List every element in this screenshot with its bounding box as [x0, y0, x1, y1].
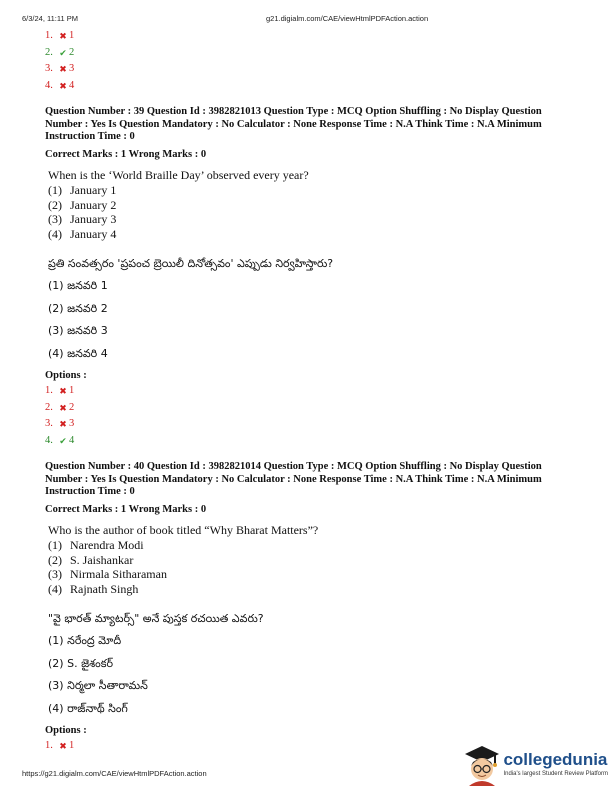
choice-te: (2) S. జైశంకర్ [48, 656, 114, 670]
cross-icon: ✖ [59, 80, 67, 91]
cross-icon: ✖ [59, 31, 67, 41]
question-39-block [45, 106, 570, 449]
question-text-en: When is the ‘World Braille Day’ observed every year? [48, 168, 309, 182]
options-label: Options : [45, 725, 87, 736]
question-40-block [45, 461, 570, 755]
cross-icon: ✖ [59, 741, 67, 751]
marks-line: Correct Marks : 1 Wrong Marks : 0 [45, 503, 207, 515]
choice-te: (1) జనవరి 1 [48, 279, 108, 292]
cross-icon: ✖ [59, 64, 67, 74]
check-icon: ✔ [59, 435, 67, 446]
page-content [45, 28, 570, 755]
logo-tagline: India's largest Student Review Platform [503, 770, 608, 777]
choice-te: (2) జనవరి 2 [48, 301, 108, 315]
option-1: 1. ✖ 1 [45, 738, 570, 755]
prev-options-list [45, 28, 570, 94]
prev-option-3: 3. ✖ 3 [45, 61, 570, 78]
choice-en: (1) January 1 [48, 183, 117, 197]
collegedunia-logo [461, 742, 608, 786]
options-label: Options : [45, 370, 87, 381]
choice-en: (2) January 2 [48, 197, 117, 212]
question-text-te: ప్రతి సంవత్సరం 'ప్రపంచ బ్రెయిలీ దినోత్సవం' ఎప్పుడు నిర్వహిస్తారు? [48, 257, 334, 270]
choice-en: (1) Narendra Modi [48, 538, 144, 552]
choice-en: (4) Rajnath Singh [48, 581, 139, 596]
footer-url: https://g21.digialm.com/CAE/viewHtmlPDFAction.action [22, 769, 207, 778]
option-4: 4. ✔ 4 [45, 433, 570, 450]
logo-name: collegedunia [503, 749, 608, 769]
option-2: 2. ✖ 2 [45, 400, 570, 417]
cross-icon: ✖ [59, 402, 67, 413]
cross-icon: ✖ [59, 419, 67, 429]
graduate-mascot-icon [461, 742, 503, 786]
marks-line: Correct Marks : 1 Wrong Marks : 0 [45, 148, 207, 160]
print-datetime: 6/3/24, 11:11 PM [22, 14, 79, 23]
choice-en: (3) Nirmala Sitharaman [48, 567, 167, 581]
choice-te: (4) జనవరి 4 [48, 346, 108, 360]
choice-en: (3) January 3 [48, 212, 117, 226]
choice-te: (3) జనవరి 3 [48, 324, 108, 337]
print-url: g21.digialm.com/CAE/viewHtmlPDFAction.action [266, 14, 429, 23]
question-text-te: "వై భారత్ మ్యాటర్స్" అనే పుస్తక రచయిత ఎవరు? [48, 612, 264, 625]
option-1: 1. ✖ 1 [45, 383, 570, 400]
choice-te: (3) నిర్మలా సీతారామన్ [48, 679, 148, 692]
choice-te: (4) రాజ్‌నాథ్ సింగ్ [48, 701, 128, 715]
choice-te: (1) నరేంద్ర మోదీ [48, 634, 122, 647]
question-header: Question Number : 40 Question Id : 3982821014 Question Type : MCQ Option Shuffling : No Display Question Number : Yes Is Question Mandatory : No Calculator : None Response Time : N.A Think Time : N.A Minimum Instruction Time : 0 [45, 461, 542, 497]
question-header: Question Number : 39 Question Id : 3982821013 Question Type : MCQ Option Shuffling : No Display Question Number : Yes Is Question Mandatory : No Calculator : None Response Time : N.A Think Time : N.A Minimum Instruction Time : 0 [45, 106, 542, 142]
choice-en: (4) January 4 [48, 226, 117, 241]
option-3: 3. ✖ 3 [45, 416, 570, 433]
cross-icon: ✖ [59, 386, 67, 396]
choice-en: (2) S. Jaishankar [48, 552, 134, 567]
prev-option-4: 4. ✖ 4 [45, 78, 570, 95]
prev-option-1: 1. ✖ 1 [45, 28, 570, 45]
question-text-en: Who is the author of book titled “Why Bharat Matters”? [48, 523, 319, 537]
prev-option-2: 2. ✔ 2 [45, 45, 570, 62]
check-icon: ✔ [59, 47, 67, 58]
